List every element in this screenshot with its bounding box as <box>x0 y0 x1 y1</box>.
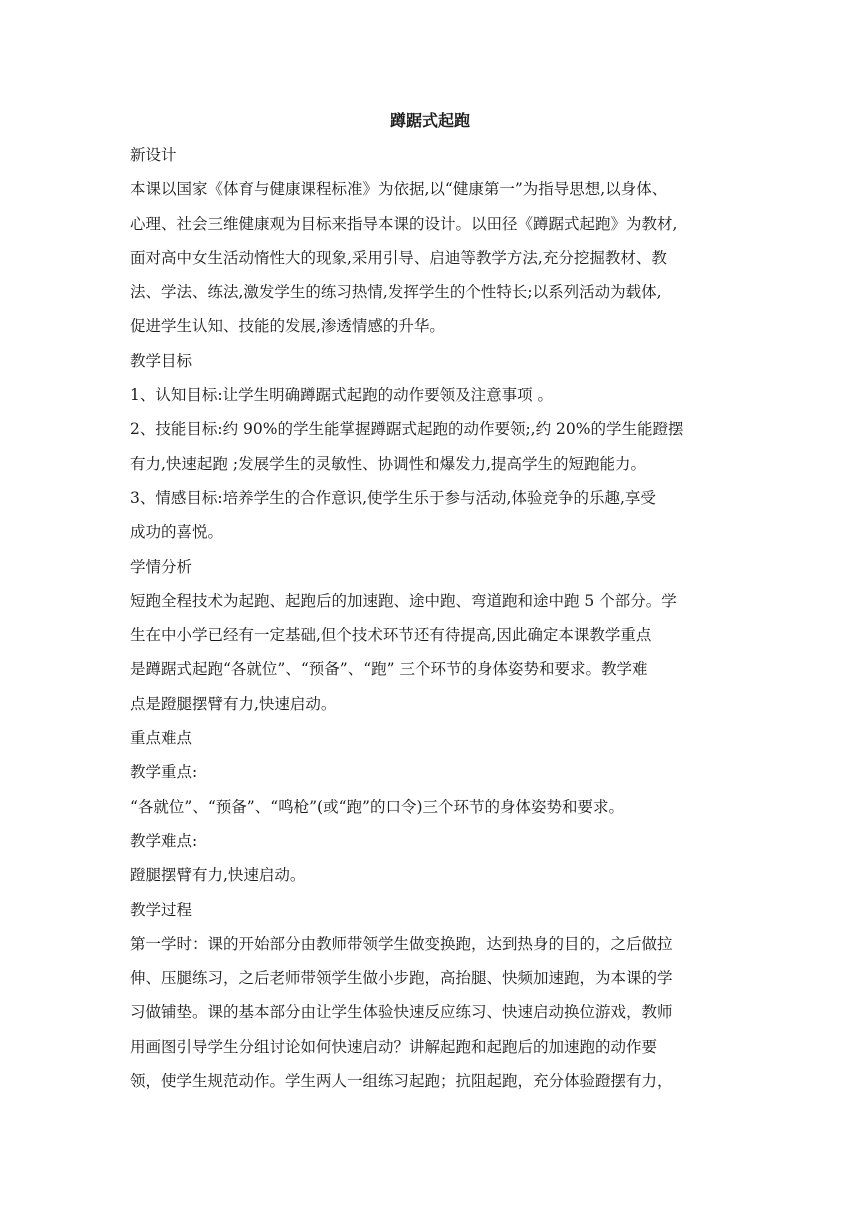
paragraph-line: 1、认知目标:让学生明确蹲踞式起跑的动作要领及注意事项 。 <box>130 386 554 405</box>
document-page <box>130 104 730 1098</box>
section-heading-teaching-goals: 教学目标 <box>130 351 193 370</box>
paragraph-line: 心理、社会三维健康观为目标来指导本课的设计。以田径《蹲踞式起跑》为教材, <box>130 214 678 233</box>
section-heading-teaching-process: 教学过程 <box>130 900 193 919</box>
paragraph-line: 习做铺垫。课的基本部分由让学生体验快速反应练习、快速启动换位游戏，教师 <box>130 1003 673 1022</box>
paragraph-line: 短跑全程技术为起跑、起跑后的加速跑、途中跑、弯道跑和途中跑 5 个部分。学 <box>130 591 677 610</box>
paragraph-line: 面对高中女生活动惰性大的现象,采用引导、启迪等教学方法,充分挖掘教材、教 <box>130 248 667 267</box>
paragraph-line: 用画图引导学生分组讨论如何快速启动？讲解起跑和起跑后的加速跑的动作要 <box>130 1037 658 1056</box>
document-body <box>130 138 730 1098</box>
paragraph-line: 点是蹬腿摆臂有力,快速启动。 <box>130 694 337 713</box>
paragraph-line: 第一学时：课的开始部分由教师带领学生做变换跑，达到热身的目的，之后做拉 <box>130 934 673 953</box>
paragraph-line: 3、情感目标:培养学生的合作意识,使学生乐于参与活动,体验竞争的乐趣,享受 <box>130 488 656 507</box>
paragraph-line: 促进学生认知、技能的发展,渗透情感的升华。 <box>130 317 445 336</box>
paragraph-line: 蹬腿摆臂有力,快速启动。 <box>130 866 306 885</box>
paragraph-line: 成功的喜悦。 <box>130 523 224 542</box>
document-title: 蹲踞式起跑 <box>389 111 470 130</box>
section-heading-learner-analysis: 学情分析 <box>130 557 193 576</box>
paragraph-line: 伸、压腿练习，之后老师带领学生做小步跑，高抬腿、快频加速跑，为本课的学 <box>130 969 673 988</box>
paragraph-line: 2、技能目标:约 90%的学生能掌握蹲踞式起跑的动作要领;,约 20%的学生能蹬摆 <box>130 420 684 439</box>
paragraph-line: 领，使学生规范动作。学生两人一组练习起跑；抗阻起跑，充分体验蹬摆有力， <box>130 1072 673 1091</box>
paragraph-line: “各就位”、“预备”、“鸣枪”(或“跑”的口令)三个环节的身体姿势和要求。 <box>130 797 624 816</box>
paragraph-line: 法、学法、练法,激发学生的练习热情,发挥学生的个性特长;以系列活动为载体, <box>130 283 662 302</box>
section-heading-key-difficulties: 重点难点 <box>130 729 193 748</box>
paragraph-line: 本课以国家《体育与健康课程标准》为依据,以“健康第一”为指导思想,以身体、 <box>130 180 668 199</box>
subheading-difficulties: 教学难点: <box>130 831 198 850</box>
section-heading-new-design: 新设计 <box>130 146 177 164</box>
paragraph-line: 是蹲踞式起跑“各就位”、“预备”、“跑” 三个环节的身体姿势和要求。教学难 <box>130 660 648 679</box>
subheading-key-points: 教学重点: <box>130 763 198 782</box>
paragraph-line: 有力,快速起跑 ;发展学生的灵敏性、协调性和爆发力,提高学生的短跑能力。 <box>130 454 647 473</box>
paragraph-line: 生在中小学已经有一定基础,但个技术环节还有待提高,因此确定本课教学重点 <box>130 626 652 645</box>
